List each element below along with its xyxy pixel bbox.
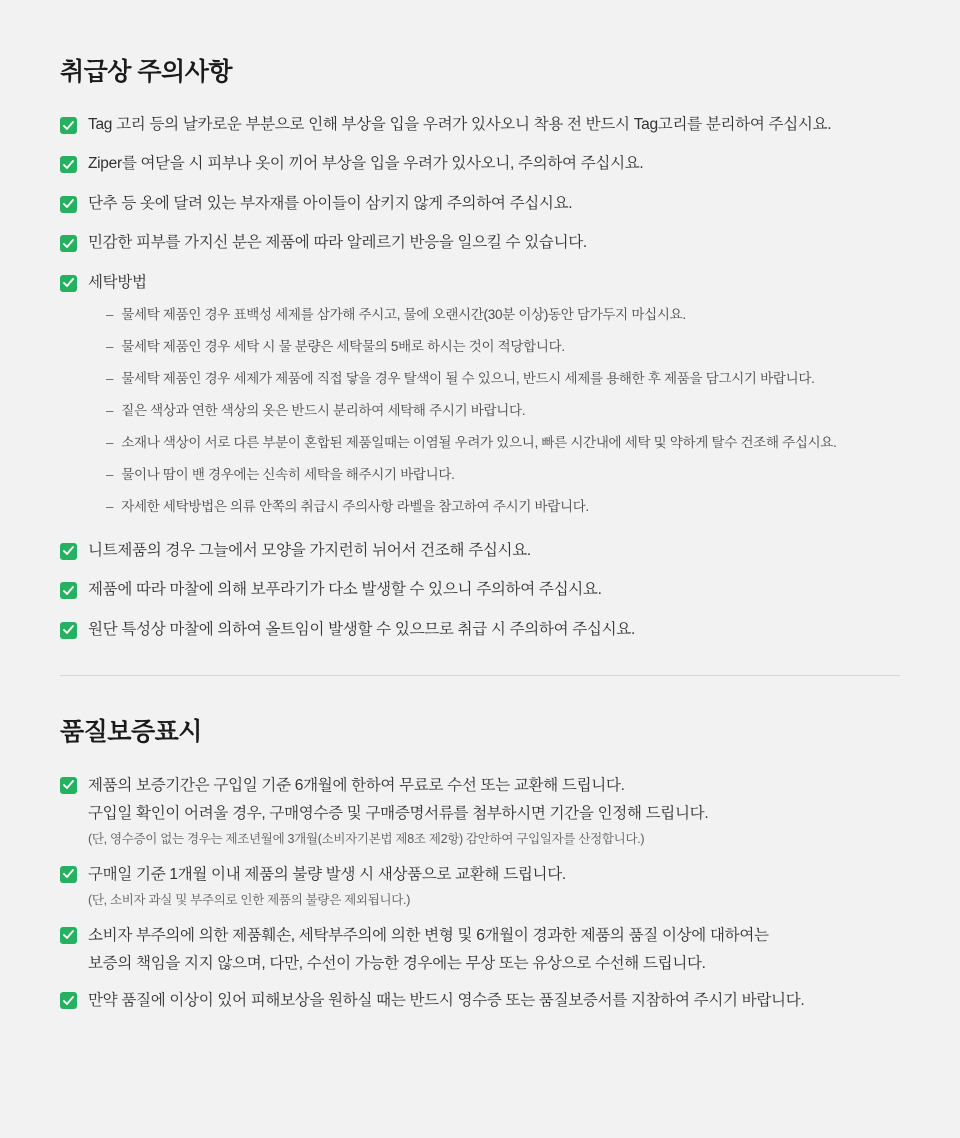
warranty-title: 품질보증표시 (60, 717, 202, 746)
list-item-line: 만약 품질에 이상이 있어 피해보상을 원하실 때는 반드시 영수증 또는 품질보증서를 지참하여 주시기 바랍니다. (88, 992, 805, 1010)
check-icon (60, 927, 77, 944)
list-item-text: 단추 등 옷에 달려 있는 부자재를 아이들이 삼키지 않게 주의하여 주십시요. (88, 194, 573, 212)
list-item-washing-method (60, 272, 900, 530)
list-item (60, 863, 900, 910)
list-item (60, 924, 900, 976)
sub-list-item (106, 498, 837, 517)
list-item-line: 구입일 확인이 어려울 경우, 구매영수증 및 구매증명서류를 첨부하시면 기간을 인정해 드립니다. (88, 805, 709, 823)
list-item-text: 세탁방법 (88, 273, 147, 291)
check-icon (60, 582, 77, 599)
check-icon (60, 196, 77, 213)
list-item-line: 제품의 보증기간은 구입일 기준 6개월에 한하여 무료로 수선 또는 교환해 드립니다. (88, 776, 625, 794)
list-item-text: 원단 특성상 마찰에 의하여 올트임이 발생할 수 있으므로 취급 시 주의하여 주십시요. (88, 620, 635, 638)
list-item-note: (단, 소비자 과실 및 부주의로 인한 제품의 불량은 제외됩니다.) (88, 893, 411, 908)
dash-marker: – (106, 307, 114, 323)
section-divider (60, 675, 900, 676)
check-icon (60, 275, 77, 292)
sub-list-item-text: 물세탁 제품인 경우 세제가 제품에 직접 닿을 경우 탈색이 될 수 있으니, 반드시 세제를 용해한 후 제품을 담그시기 바랍니다. (121, 371, 815, 387)
sub-list-item (106, 434, 837, 453)
dash-marker: – (106, 434, 114, 450)
sub-list-item (106, 370, 837, 389)
list-item-text: 제품에 따라 마찰에 의해 보푸라기가 다소 발생할 수 있으니 주의하여 주십시요. (88, 581, 602, 599)
check-icon (60, 992, 77, 1009)
list-item-text: 민감한 피부를 가지신 분은 제품에 따라 알레르기 반응을 일으킬 수 있습니다. (88, 234, 587, 252)
list-item (60, 579, 900, 601)
dash-marker: – (106, 466, 114, 482)
sub-list-item-text: 짙은 색상과 연한 색상의 옷은 반드시 분리하여 세탁해 주시기 바랍니다. (121, 403, 526, 419)
list-item-text (88, 774, 708, 849)
check-icon (60, 777, 77, 794)
list-item-text (88, 924, 769, 976)
sub-list-item (106, 402, 837, 421)
list-item-text (88, 989, 804, 1012)
list-item-text (88, 863, 566, 910)
list-item-text: Ziper를 여닫을 시 피부나 옷이 끼어 부상을 입을 우려가 있사오니, 주의하여 주십시요. (88, 155, 644, 173)
list-item (60, 232, 900, 254)
check-icon (60, 622, 77, 639)
list-item-text: 니트제품의 경우 그늘에서 모양을 가지런히 뉘어서 건조해 주십시요. (88, 541, 531, 559)
sub-list-item-text: 물이나 땀이 밴 경우에는 신속히 세탁을 해주시기 바랍니다. (121, 466, 455, 482)
care-instructions-section (60, 52, 900, 641)
dash-marker: – (106, 498, 114, 514)
check-icon (60, 543, 77, 560)
list-item (60, 153, 900, 175)
list-item (60, 619, 900, 641)
dash-marker: – (106, 339, 114, 355)
list-item (60, 540, 900, 562)
list-item-text: Tag 고리 등의 날카로운 부분으로 인해 부상을 입을 우려가 있사오니 착용 전 반드시 Tag고리를 분리하여 주십시요. (88, 116, 832, 133)
list-item-note: (단, 영수증이 없는 경우는 제조년월에 3개월(소비자기본법 제8조 제2항) 감안하여 구입일자를 산정합니다.) (88, 832, 645, 847)
washing-method-sublist (88, 306, 837, 516)
check-icon (60, 866, 77, 883)
care-instructions-title: 취급상 주의사항 (60, 58, 232, 86)
sub-list-item-text: 물세탁 제품인 경우 세탁 시 물 분량은 세탁물의 5배로 하시는 것이 적당합니다. (121, 339, 565, 355)
list-item-line: 보증의 책임을 지지 않으며, 다만, 수선이 가능한 경우에는 무상 또는 유상으로 수선해 드립니다. (88, 954, 706, 972)
sub-list-item-text: 물세탁 제품인 경우 표백성 세제를 삼가해 주시고, 물에 오랜시간(30분 이상)동안 담가두지 마십시요. (121, 307, 686, 323)
list-item (60, 114, 900, 136)
list-item (60, 774, 900, 849)
sub-list-item (106, 466, 837, 485)
dash-marker: – (106, 371, 114, 387)
list-item (60, 989, 900, 1012)
sub-list-item-text: 자세한 세탁방법은 의류 안쪽의 취급시 주의사항 라벨을 참고하여 주시기 바랍니다. (121, 498, 589, 514)
list-item (60, 193, 900, 215)
dash-marker: – (106, 403, 114, 419)
list-item-line: 구매일 기준 1개월 이내 제품의 불량 발생 시 새상품으로 교환해 드립니다. (88, 865, 566, 883)
check-icon (60, 117, 77, 134)
check-icon (60, 156, 77, 173)
warranty-section (60, 712, 900, 1013)
care-instructions-list (60, 114, 900, 641)
warranty-list (60, 774, 900, 1013)
list-item-line: 소비자 부주의에 의한 제품훼손, 세탁부주의에 의한 변형 및 6개월이 경과한 제품의 품질 이상에 대하여는 (88, 926, 769, 944)
sub-list-item-text: 소재나 색상이 서로 다른 부분이 혼합된 제품일때는 이염될 우려가 있으니, 빠른 시간내에 세탁 및 약하게 탈수 건조해 주십시요. (121, 434, 837, 450)
sub-list-item (106, 306, 837, 325)
check-icon (60, 235, 77, 252)
sub-list-item (106, 338, 837, 357)
